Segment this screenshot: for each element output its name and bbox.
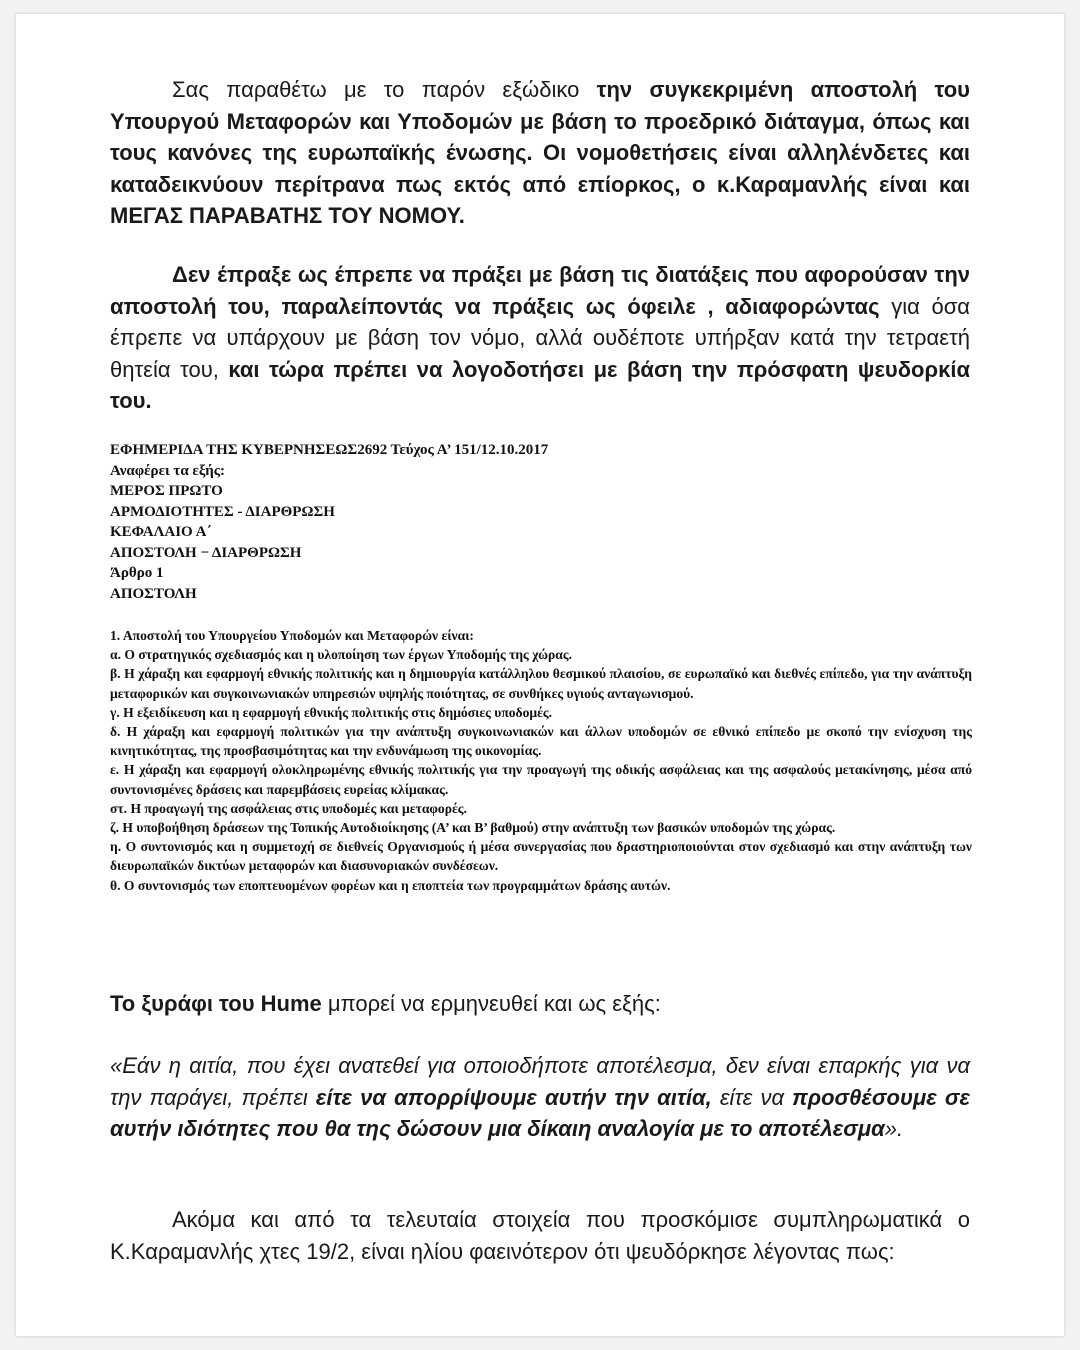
gazette-chapter: ΚΕΦΑΛΑΙΟ Α΄ bbox=[110, 524, 212, 540]
paragraph-intro-text: Σας παραθέτω με το παρόν εξώδικο bbox=[172, 77, 597, 102]
paragraph-intro bbox=[110, 74, 970, 232]
gazette-issue: ΕΦΗΜΕΡΙΔΑ ΤΗΣ ΚΥΒΕΡΝΗΣΕΩΣ2692 Τεύχος Α’ 151/12.10.2017 bbox=[110, 442, 549, 458]
paragraph-intro-bold: την συγκεκριμένη αποστολή του Υπουργού Μεταφορών και Υποδομών με βάση το προεδρικό διάταγμα, όπως και τους κανόνες της ευρωπαϊκής ένωσης. Οι νομοθετήσεις είναι αλληλένδετες και καταδεικνύουν περίτρανα πως εκτός από επίορκος, ο κ.Καραμανλής είναι και ΜΕΓΑΣ ΠΑΡΑΒΑΤΗΣ ΤΟΥ ΝΟΜΟΥ. bbox=[110, 77, 970, 228]
quote-part-2: είτε να απορρίψουμε αυτήν την αιτία, bbox=[315, 1084, 712, 1110]
article-list bbox=[110, 626, 972, 895]
paragraph-accusation-bold-1: Δεν έπραξε ως έπρεπε να πράξει με βάση τις διατάξεις που αφορούσαν την αποστολή του, παραλείποντάς να πράξεις ως όφειλε , αδιαφορώντας bbox=[110, 262, 970, 319]
gazette-article-number: Άρθρο 1 bbox=[110, 565, 164, 581]
article-item: η. Ο συντονισμός και η συμμετοχή σε διεθνείς Οργανισμούς ή μέσα συνεργασίας που δραστηριοποιούνται στον σχεδιασμό και στην ανάπτυξη των διευρωπαϊκών δικτύων μεταφορών και διασυνοριακών συνδέσεων. bbox=[110, 839, 972, 874]
paragraph-accusation-bold-2: και τώρα πρέπει να λογοδοτήσει με βάση την πρόσφατη ψευδορκία του. bbox=[110, 356, 970, 413]
quote-part-3: είτε να bbox=[711, 1084, 793, 1110]
gazette-intro: Αναφέρει τα εξής: bbox=[110, 462, 226, 479]
gazette-section: ΑΡΜΟΔΙΟΤΗΤΕΣ - ΔΙΑΡΘΡΩΣΗ bbox=[110, 503, 335, 520]
hume-quote bbox=[110, 1050, 970, 1145]
gazette-chapter-title: ΑΠΟΣΤΟΛΗ − ΔΙΑΡΘΡΩΣΗ bbox=[110, 544, 302, 561]
paragraph-final: Ακόμα και από τα τελευταία στοιχεία που προσκόμισε συμπληρωματικά ο Κ.Καραμανλής χτες 19/2, είναι ηλίου φαεινότερον ότι ψευδόρκησε λέγοντας πως: bbox=[110, 1207, 970, 1264]
quote-part-4: προσθέσουμε σε αυτήν ιδιότητες που θα της δώσουν μια δίκαιη αναλογία με το αποτέλεσμα bbox=[110, 1084, 970, 1141]
article-item: θ. Ο συντονισμός των εποπτευομένων φορέων και η εποπτεία των προγραμμάτων δράσης αυτών. bbox=[110, 877, 671, 893]
article-item: ε. Η χάραξη και εφαρμογή ολοκληρωμένης εθνικής πολιτικής για την προαγωγή της οδικής ασφάλειας και της ασφαλούς μετακίνησης, μέσα από συντονισμένες δράσεις και παρεμβάσεις ευρείας κλίμακας. bbox=[110, 762, 972, 797]
hume-heading-bold: Το ξυράφι του Hume bbox=[110, 991, 322, 1016]
document-page bbox=[16, 14, 1064, 1336]
article-item: β. Η χάραξη και εφαρμογή εθνικής πολιτικής και η δημιουργία κατάλληλου θεσμικού πλαισίου, σε ευρωπαϊκό και διεθνές επίπεδο, για την ανάπτυξη μεταφορικών και συγκοινωνιακών υπηρεσιών υψηλής ποιότητας, σε συνθήκες υγιούς ανταγωνισμού. bbox=[110, 666, 972, 701]
article-item: ζ. Η υποβοήθηση δράσεων της Τοπικής Αυτοδιοίκησης (Α’ και Β’ βαθμού) στην ανάπτυξη των βασικών υποδομών της χώρας. bbox=[110, 820, 836, 836]
gazette-header bbox=[110, 440, 972, 604]
quote-part-5: ». bbox=[884, 1116, 904, 1141]
gazette-part: ΜΕΡΟΣ ΠΡΩΤΟ bbox=[110, 483, 223, 499]
paragraph-accusation-text: για όσα έπρεπε να υπάρχουν με βάση τον νόμο, αλλά ουδέποτε υπήρξαν κατά την τετραετή θητεία του, bbox=[110, 293, 970, 382]
article-item: γ. Η εξειδίκευση και η εφαρμογή εθνικής πολιτικής στις δημόσιες υποδομές. bbox=[110, 704, 553, 720]
gazette-article-title: ΑΠΟΣΤΟΛΗ bbox=[110, 585, 197, 602]
article-item: δ. Η χάραξη και εφαρμογή πολιτικών για την ανάπτυξη συγκοινωνιακών και άλλων υποδομών σε εθνικό επίπεδο με σκοπό την ενίσχυση της κινητικότητας, της προσβασιμότητας και την ενδυνάμωση της οικονομίας. bbox=[110, 724, 972, 759]
article-item: στ. Η προαγωγή της ασφάλειας στις υποδομές και μεταφορές. bbox=[110, 800, 467, 816]
paragraph-accusation bbox=[110, 259, 970, 417]
hume-heading bbox=[110, 988, 970, 1020]
hume-heading-text: μπορεί να ερμηνευθεί και ως εξής: bbox=[321, 991, 661, 1016]
article-item: α. Ο στρατηγικός σχεδιασμός και η υλοποίηση των έργων Υποδομής της χώρας. bbox=[110, 647, 573, 663]
quote-part-1: «Εάν η αιτία, που έχει ανατεθεί για οποιοδήποτε αποτέλεσμα, δεν είναι επαρκής για να την παράγει, πρέπει bbox=[110, 1053, 970, 1110]
article-item: 1. Αποστολή του Υπουργείου Υποδομών και Μεταφορών είναι: bbox=[110, 628, 474, 643]
